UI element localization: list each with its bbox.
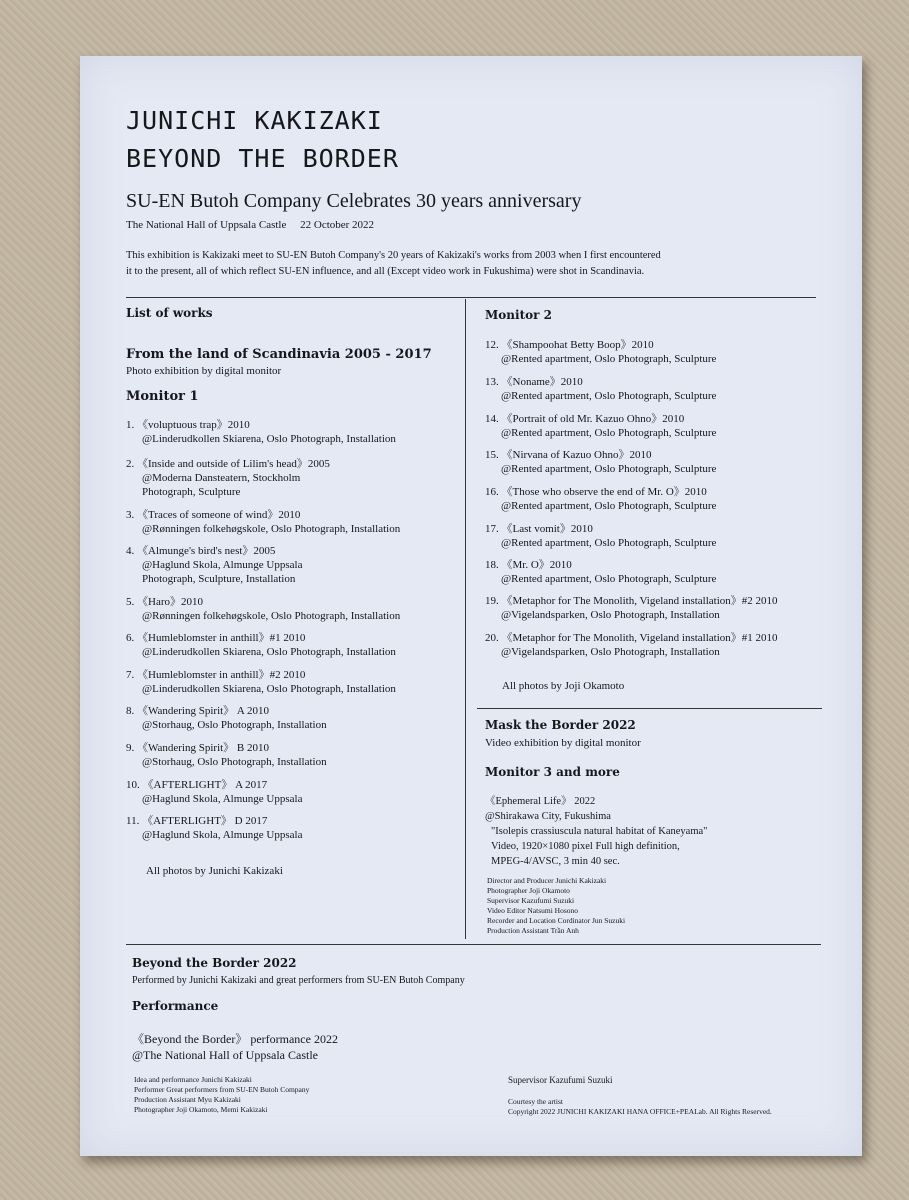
video-credit-line: Production Assistant Trần Anh	[487, 926, 579, 935]
video-credit-line: Recorder and Location Cordinator Jun Suzuki	[487, 916, 626, 925]
work-item-11	[126, 814, 302, 842]
work-item-8	[126, 704, 327, 732]
performance-title: 《Beyond the Border》 performance 2022	[132, 1032, 338, 1046]
work-item-1	[126, 418, 396, 446]
work-location: @Linderudkollen Skiarena, Oslo Photograph, Installation	[142, 646, 396, 658]
work-location: @Storhaug, Oslo Photograph, Installation	[142, 719, 327, 731]
work-item-14	[485, 412, 716, 440]
work-location: @Rønningen folkehøgskole, Oslo Photograph, Installation	[142, 523, 401, 535]
beyond-the-border-sub: Performed by Junichi Kakizaki and great performers from SU-EN Butoh Company	[132, 975, 465, 986]
work-title: 2. 《Inside and outside of Lilim's head》2005	[126, 458, 330, 470]
work-item-3	[126, 508, 400, 536]
video-credit-line: Supervisor Kazufumi Suzuki	[487, 896, 575, 905]
work-location: @Linderudkollen Skiarena, Oslo Photograph, Installation	[142, 683, 396, 695]
work-title: 3. 《Traces of someone of wind》2010	[126, 509, 301, 521]
work-title: 10. 《AFTERLIGHT》 A 2017	[126, 779, 268, 791]
work-item-20	[485, 631, 778, 659]
work-location: @Haglund Skola, Almunge Uppsala	[142, 559, 303, 571]
work-item-5	[126, 595, 400, 623]
mask-divider	[477, 708, 822, 709]
work-item-16	[485, 485, 716, 513]
courtesy: Courtesy the artist	[508, 1097, 563, 1106]
work-medium: Photograph, Sculpture	[142, 486, 241, 498]
work-title: 16. 《Those who observe the end of Mr. O》2010	[485, 486, 707, 498]
video-credit-line: Photographer Joji Okamoto	[487, 886, 570, 895]
video-credit-line: Video Editor Natsumi Hosono	[487, 906, 578, 915]
work-item-7	[126, 668, 396, 696]
work-item-17	[485, 522, 716, 550]
work-title: 11. 《AFTERLIGHT》 D 2017	[126, 815, 268, 827]
work-location: @Vigelandsparken, Oslo Photograph, Installation	[501, 609, 720, 621]
work-title: 17. 《Last vomit》2010	[485, 523, 593, 535]
work-location: @Moderna Dansteatern, Stockholm	[142, 472, 301, 484]
work-item-15	[485, 448, 716, 476]
performance-heading: Performance	[132, 999, 219, 1013]
copyright: Copyright 2022 JUNICHI KAKIZAKI HANA OFFICE+PEALab. All Rights Reserved.	[508, 1107, 772, 1116]
title-line-2: BEYOND THE BORDER	[126, 144, 399, 173]
work-title: 8. 《Wandering Spirit》 A 2010	[126, 705, 270, 717]
video-title: 《Ephemeral Life》 2022	[485, 796, 596, 807]
monitor-1-heading: Monitor 1	[126, 389, 199, 404]
work-title: 1. 《voluptuous trap》2010	[126, 419, 250, 431]
work-title: 18. 《Mr. O》2010	[485, 559, 572, 571]
intro-line-1: This exhibition is Kakizaki meet to SU-EN Butoh Company's 20 years of Kakizaki's works from 2003 when I first encountered	[126, 250, 661, 261]
performance-credits	[134, 1075, 309, 1115]
work-title: 9. 《Wandering Spirit》 B 2010	[126, 742, 270, 754]
mask-subtitle: Video exhibition by digital monitor	[485, 737, 641, 749]
work-item-6	[126, 631, 396, 659]
work-item-12	[485, 338, 716, 366]
work-item-4	[126, 544, 302, 586]
photo-credit-left: All photos by Junichi Kakizaki	[146, 865, 283, 877]
intro-line-2: it to the present, all of which reflect SU-EN influence, and all (Except video work in Fukushima) were shot in Scandinavia.	[126, 266, 645, 277]
work-item-19	[485, 594, 778, 622]
mask-the-border-title: Mask the Border 2022	[485, 718, 636, 732]
subtitle: SU-EN Butoh Company Celebrates 30 years anniversary	[126, 190, 582, 212]
work-title: 4. 《Almunge's bird's nest》2005	[126, 545, 276, 557]
venue-date: The National Hall of Uppsala Castle 22 October 2022	[126, 219, 375, 231]
monitor-3-heading: Monitor 3 and more	[485, 765, 620, 779]
section-title-scandinavia: From the land of Scandinavia 2005 - 2017	[126, 347, 432, 362]
work-location: @Storhaug, Oslo Photograph, Installation	[142, 756, 327, 768]
work-location: @Haglund Skola, Almunge Uppsala	[142, 793, 303, 805]
work-item-10	[126, 778, 302, 806]
section-subtitle: Photo exhibition by digital monitor	[126, 365, 282, 377]
video-work	[485, 794, 707, 869]
work-item-18	[485, 558, 716, 586]
work-title: 7. 《Humleblomster in anthill》#2 2010	[126, 669, 306, 681]
performance-credit-line: Performer Great performers from SU-EN Butoh Company	[134, 1085, 310, 1094]
work-title: 13. 《Noname》2010	[485, 376, 583, 388]
work-item-9	[126, 741, 327, 769]
list-of-works-heading: List of works	[126, 306, 213, 320]
work-location: @Rønningen folkehøgskole, Oslo Photograph, Installation	[142, 610, 401, 622]
work-location: @Linderudkollen Skiarena, Oslo Photograph, Installation	[142, 433, 396, 445]
exhibition-board	[80, 56, 862, 1156]
performance-venue: @The National Hall of Uppsala Castle	[132, 1048, 318, 1062]
work-location: @Rented apartment, Oslo Photograph, Sculpture	[501, 390, 717, 402]
beyond-the-border-title: Beyond the Border 2022	[132, 956, 297, 970]
work-item-13	[485, 375, 716, 403]
column-divider	[465, 299, 466, 939]
work-item-2	[126, 457, 330, 499]
work-location: @Rented apartment, Oslo Photograph, Sculpture	[501, 463, 717, 475]
video-spec-2: MPEG-4/AVSC, 3 min 40 sec.	[491, 856, 620, 867]
video-description: "Isolepis crassiuscula natural habitat of Kaneyama"	[491, 826, 708, 837]
video-credit-line: Director and Producer Junichi Kakizaki	[487, 876, 607, 885]
work-title: 5. 《Haro》2010	[126, 596, 203, 608]
monitor-2-heading: Monitor 2	[485, 308, 552, 322]
work-location: @Rented apartment, Oslo Photograph, Sculpture	[501, 573, 717, 585]
video-spec-1: Video, 1920×1080 pixel Full high definition,	[491, 841, 680, 852]
work-title: 14. 《Portrait of old Mr. Kazuo Ohno》2010	[485, 413, 685, 425]
supervisor: Supervisor Kazufumi Suzuki	[508, 1075, 613, 1085]
video-credits	[487, 876, 625, 936]
work-location: @Rented apartment, Oslo Photograph, Sculpture	[501, 500, 717, 512]
header-divider	[126, 297, 816, 298]
photo-credit-right: All photos by Joji Okamoto	[502, 680, 625, 692]
video-location: @Shirakawa City, Fukushima	[485, 811, 611, 822]
work-title: 19. 《Metaphor for The Monolith, Vigeland installation》#2 2010	[485, 595, 778, 607]
bottom-divider	[126, 944, 821, 945]
work-location: @Haglund Skola, Almunge Uppsala	[142, 829, 303, 841]
performance-credit-line: Photographer Joji Okamoto, Memi Kakizaki	[134, 1105, 268, 1114]
work-title: 20. 《Metaphor for The Monolith, Vigeland installation》#1 2010	[485, 632, 778, 644]
work-location: @Rented apartment, Oslo Photograph, Sculpture	[501, 427, 717, 439]
work-title: 6. 《Humleblomster in anthill》#1 2010	[126, 632, 306, 644]
work-location: @Vigelandsparken, Oslo Photograph, Installation	[501, 646, 720, 658]
work-location: @Rented apartment, Oslo Photograph, Sculpture	[501, 353, 717, 365]
title-line-1: JUNICHI KAKIZAKI	[126, 106, 383, 135]
work-title: 15. 《Nirvana of Kazuo Ohno》2010	[485, 449, 652, 461]
performance-credit-line: Idea and performance Junichi Kakizaki	[134, 1075, 252, 1084]
work-location: @Rented apartment, Oslo Photograph, Sculpture	[501, 537, 717, 549]
performance-credit-line: Production Assistant Myu Kakizaki	[134, 1095, 241, 1104]
work-title: 12. 《Shampoohat Betty Boop》2010	[485, 339, 654, 351]
work-medium: Photograph, Sculpture, Installation	[142, 573, 296, 585]
